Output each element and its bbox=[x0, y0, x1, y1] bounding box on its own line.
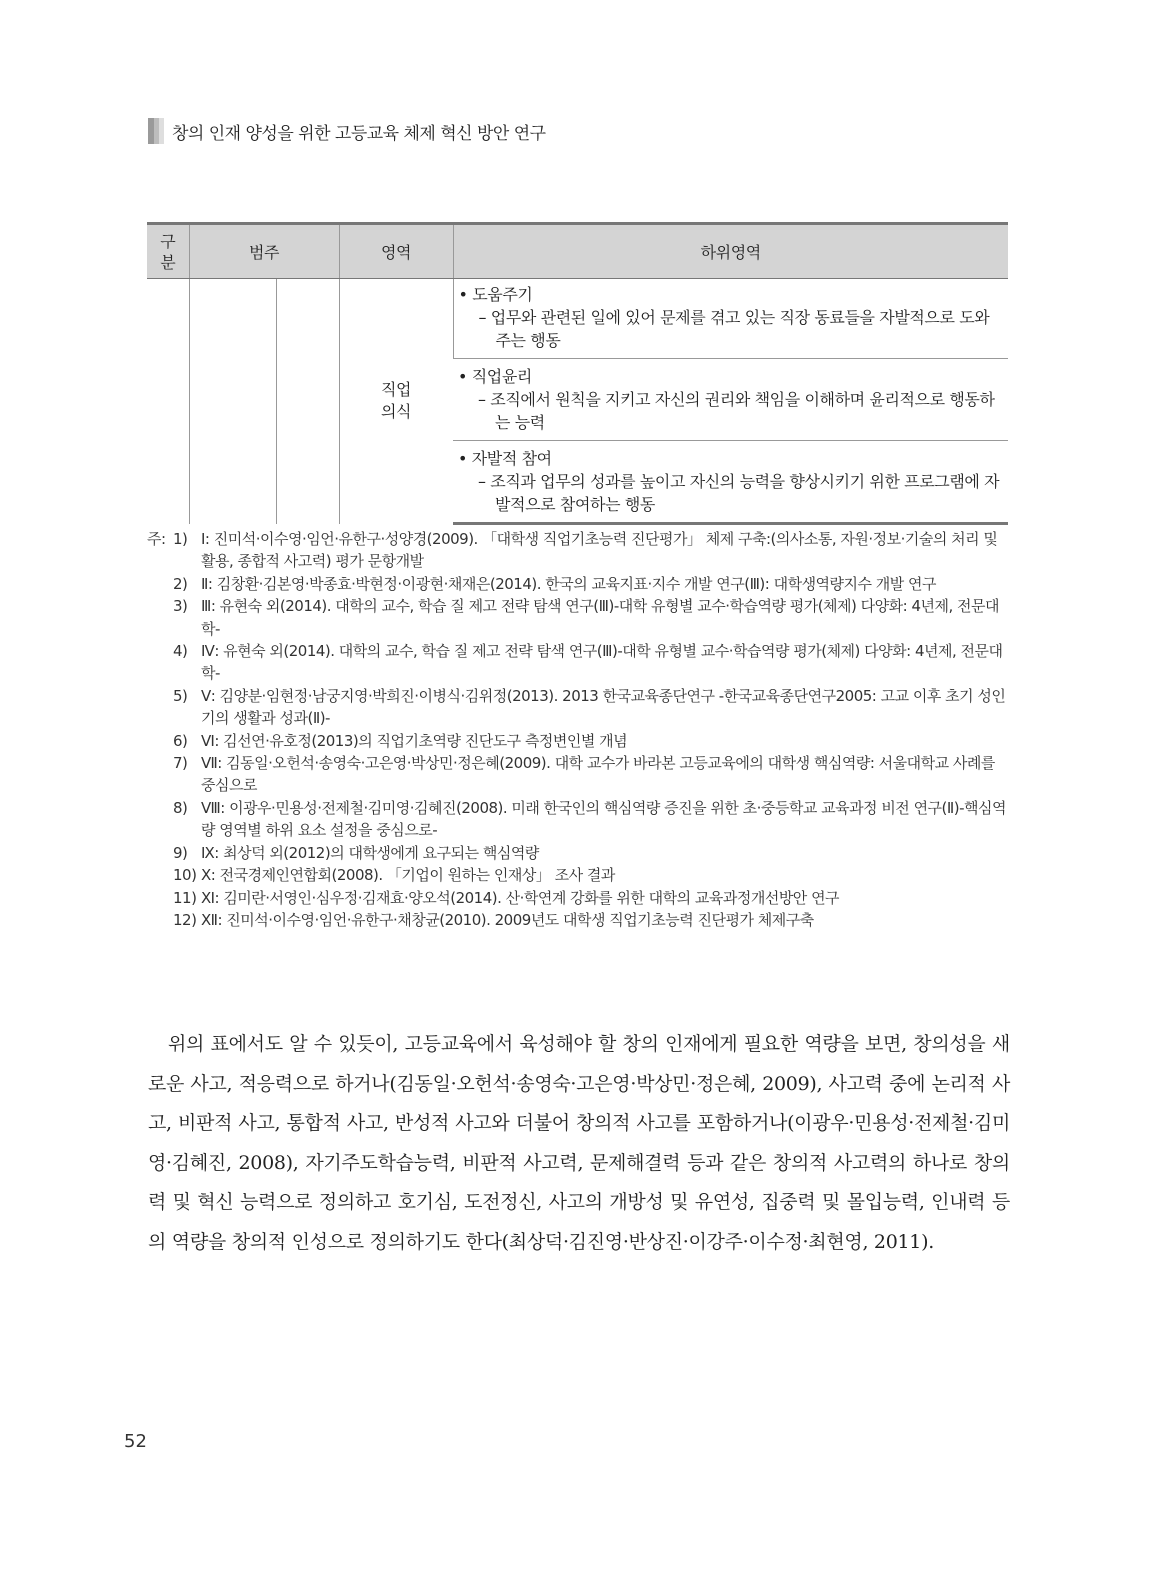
note-text: Ⅷ: 이광우·민용성·전제철·김미영·김혜진(2008). 미래 한국인의 핵심역량 증진을 위한 초·중등학교 교육과정 비전 연구(Ⅱ)-핵심역량 영역별 하위 요소 설정을 중심으로- bbox=[201, 798, 1007, 840]
header-title: 창의 인재 양성을 위한 고등교육 체제 혁신 방안 연구 bbox=[172, 123, 546, 144]
header-gubun-label: 구 분 bbox=[160, 231, 176, 272]
note-number: 1) bbox=[173, 530, 188, 548]
note-text: Ⅺ: 김미란·서영인·심우정·김재효·양오석(2014). 산·학연계 강화를 위한 대학의 교육과정개선방안 연구 bbox=[201, 888, 840, 907]
note-number: 5) bbox=[173, 686, 188, 705]
header-category: 범주 bbox=[189, 224, 339, 279]
subarea-cell bbox=[453, 441, 1008, 524]
page-number: 52 bbox=[124, 1431, 147, 1452]
note-text: Ⅶ: 김동일·오헌석·송영숙·고은영·박상민·정은혜(2009). 대학 교수가 바라본 고등교육에의 대학생 핵심역량: 서울대학교 사례를 중심으로 bbox=[201, 754, 995, 795]
header-bars-decoration bbox=[148, 118, 164, 144]
note-item bbox=[147, 685, 1009, 730]
note-item bbox=[147, 842, 1009, 864]
subarea-cell bbox=[453, 279, 1008, 359]
note-text: Ⅸ: 최상덕 외(2012)의 대학생에게 요구되는 핵심역량 bbox=[201, 843, 539, 862]
header-gubun bbox=[147, 224, 189, 279]
note-number: 12) bbox=[173, 910, 197, 929]
note-item bbox=[147, 864, 1009, 886]
table-row bbox=[147, 279, 1008, 359]
cell-category-2 bbox=[276, 279, 339, 524]
cell-gubun bbox=[147, 279, 189, 524]
subarea-title: • 자발적 참여 bbox=[458, 447, 1002, 470]
header-bar bbox=[159, 118, 164, 144]
running-header bbox=[148, 118, 546, 144]
note-number: 4) bbox=[173, 642, 188, 661]
body-paragraph: 위의 표에서도 알 수 있듯이, 고등교육에서 육성해야 할 창의 인재에게 필요한 역량을 보면, 창의성을 새로운 사고, 적응력으로 하거나(김동일·오헌석·송영숙·고은영·박상민·정은혜, 2009), 사고력 중에 논리적 사고, 비판적 사고, 통합적 사고, 반성적 사고와 더불어 창의적 사고를 포함하거나(이광우·민용성·전제철·김미영·김혜진, 2008), 자기주도학습능력, 비판적 사고력, 문제해결력 등과 같은 창의적 사고력의 하나로 창의력 및 혁신 능력으로 정의하고 호기심, 도전정신, 사고의 개방성 및 유연성, 집중력 및 몰입능력, 인내력 등의 역량을 창의적 인성으로 정의하기도 한다(최상덕·김진영·반상진·이강주·이수정·최현영, 2011). bbox=[148, 1033, 1010, 1253]
note-number: 3) bbox=[173, 597, 188, 616]
competency-table bbox=[147, 222, 1008, 525]
subarea-title: • 직업윤리 bbox=[458, 365, 1002, 388]
subarea-title: • 도움주기 bbox=[459, 283, 1003, 306]
table-notes bbox=[147, 528, 1009, 931]
note-number: 6) bbox=[173, 731, 188, 750]
note-text: Ⅵ: 김선연·유호정(2013)의 직업기초역량 진단도구 측정변인별 개념 bbox=[201, 731, 628, 750]
note-item bbox=[147, 752, 1009, 797]
header-subarea: 하위영역 bbox=[453, 224, 1008, 279]
cell-area bbox=[339, 279, 453, 524]
note-text: Ⅲ: 유현숙 외(2014). 대학의 교수, 학습 질 제고 전략 탐색 연구(Ⅲ)-대학 유형별 교수·학습역량 평가(체제) 다양화: 4년제, 전문대학- bbox=[201, 597, 999, 638]
note-text: Ⅳ: 유현숙 외(2014). 대학의 교수, 학습 질 제고 전략 탐색 연구(Ⅲ)-대학 유형별 교수·학습역량 평가(체제) 다양화: 4년제, 전문대학- bbox=[201, 642, 1003, 683]
note-text: Ⅰ: 진미석·이수영·임언·유한구·성양경(2009). 「대학생 직업기초능력 진단평가」 체제 구축:(의사소통, 자원·정보·기술의 처리 및 활용, 종합적 사고력) 평가 문항개발 bbox=[201, 530, 998, 571]
header-area: 영역 bbox=[339, 224, 453, 279]
note-number: 10) bbox=[173, 866, 197, 885]
note-item bbox=[147, 573, 1009, 595]
note-text: Ⅹ: 전국경제인연합회(2008). 「기업이 원하는 인재상」 조사 결과 bbox=[201, 866, 615, 885]
note-item bbox=[147, 595, 1009, 640]
note-number: 2) bbox=[173, 574, 188, 593]
cell-category-1 bbox=[189, 279, 276, 524]
note-item bbox=[147, 640, 1009, 685]
area-label: 직업 의식 bbox=[380, 380, 412, 422]
note-number: 9) bbox=[173, 843, 188, 862]
note-number: 8) bbox=[173, 798, 188, 817]
subarea-desc: – 조직과 업무의 성과를 높이고 자신의 능력을 향상시키기 위한 프로그램에 자발적으로 참여하는 행동 bbox=[478, 470, 1002, 516]
note-text: Ⅴ: 김양분·임현정·남궁지영·박희진·이병식·김위정(2013). 2013 한국교육종단연구 -한국교육종단연구2005: 고교 이후 초기 성인기의 생활과 성과(Ⅱ)- bbox=[201, 686, 1006, 728]
notes-prefix: 주: bbox=[147, 530, 166, 548]
note-item bbox=[147, 528, 1009, 573]
note-text: Ⅻ: 진미석·이수영·임언·유한구·채창균(2010). 2009년도 대학생 직업기초능력 진단평가 체제구축 bbox=[201, 910, 814, 929]
table-header-row bbox=[147, 224, 1008, 279]
subarea-desc: – 조직에서 원칙을 지키고 자신의 권리와 책임을 이해하며 윤리적으로 행동하는 능력 bbox=[478, 388, 1002, 434]
note-item bbox=[147, 909, 1009, 931]
note-number: 11) bbox=[173, 888, 197, 907]
subarea-cell bbox=[453, 359, 1008, 441]
note-text: Ⅱ: 김창환·김본영·박종효·박현정·이광현·채재은(2014). 한국의 교육지표·지수 개발 연구(Ⅲ): 대학생역량지수 개발 연구 bbox=[201, 574, 937, 593]
subarea-desc: – 업무와 관련된 일에 있어 문제를 겪고 있는 직장 동료들을 자발적으로 도와주는 행동 bbox=[479, 306, 1003, 352]
note-item bbox=[147, 730, 1009, 752]
note-item bbox=[147, 797, 1009, 842]
note-number: 7) bbox=[173, 754, 188, 773]
note-item bbox=[147, 887, 1009, 909]
